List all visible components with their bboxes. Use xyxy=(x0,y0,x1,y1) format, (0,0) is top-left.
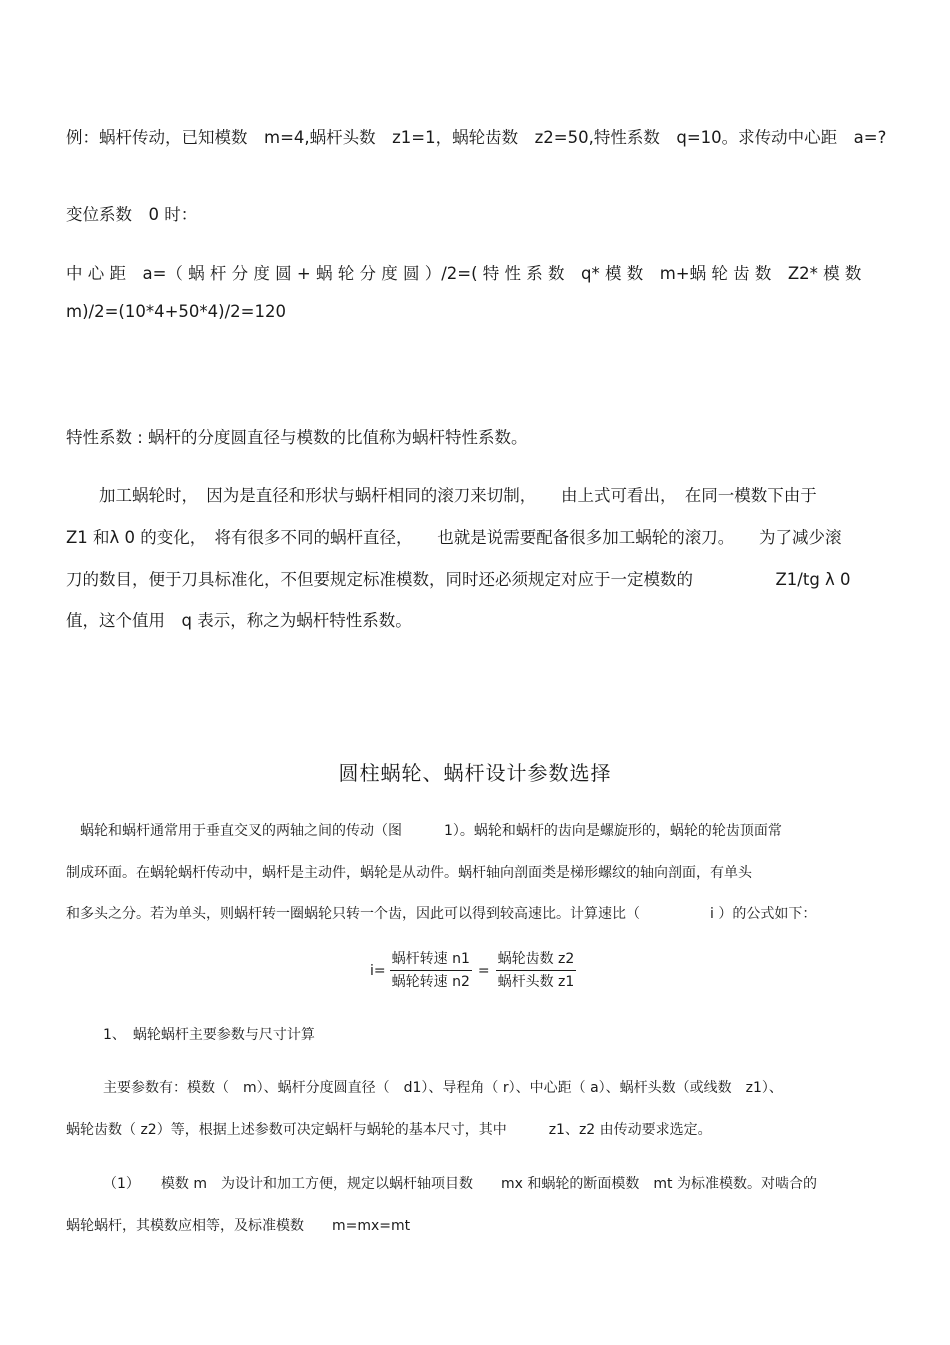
example-result-line: m)/2=(10*4+50*4)/2=120 xyxy=(66,302,286,321)
intro-paragraph-line: 和多头之分。若为单头，则蜗杆转一圈蜗轮只转一个齿，因此可以得到较高速比。计算速比（ i ）的公式如下： xyxy=(66,906,817,922)
speed-ratio-formula xyxy=(370,950,580,991)
intro-paragraph-line: 蜗轮和蜗杆通常用于垂直交叉的两轴之间的传动（图 1）。蜗轮和蜗杆的齿向是螺旋形的，蜗轮的轮齿顶面常 xyxy=(66,823,782,839)
definition-line: 特性系数 : 蜗杆的分度圆直径与模数的比值称为蜗杆特性系数。 xyxy=(66,428,528,447)
module-paragraph-line: 蜗轮蜗杆，其模数应相等，及标准模数 m=mx=mt xyxy=(66,1218,411,1234)
parameters-paragraph-line: 蜗轮齿数（ z2）等，根据上述参数可决定蜗杆与蜗轮的基本尺寸，其中 z1、z2 由传动要求选定。 xyxy=(66,1122,712,1138)
module-paragraph-line: （1） 模数 m 为设计和加工方便，规定以蜗杆轴项目数 mx 和蜗轮的断面模数 mt 为标准模数。对啮合的 xyxy=(103,1176,817,1192)
fraction-numerator: 蜗轮齿数 z2 xyxy=(496,950,577,971)
intro-paragraph-line: 制成环面。在蜗轮蜗杆传动中，蜗杆是主动件，蜗轮是从动件。蜗杆轴向剖面类是梯形螺纹的轴向剖面，有单头 xyxy=(66,865,752,881)
formula-lhs: i= xyxy=(370,962,386,979)
parameters-paragraph-line: 主要参数有：模数（ m）、蜗杆分度圆直径（ d1）、导程角（ r）、中心距（ a）、蜗杆头数（或线数 z1）、 xyxy=(103,1080,783,1096)
fraction-denominator: 蜗轮转速 n2 xyxy=(391,974,470,990)
explanation-line: 刀的数目，便于刀具标准化，不但要规定标准模数，同时还必须规定对应于一定模数的 Z1/tg λ 0 xyxy=(66,570,851,589)
section-title: 圆柱蜗轮、蜗杆设计参数选择 xyxy=(338,761,612,785)
explanation-line: 加工蜗轮时， 因为是直径和形状与蜗杆相同的滚刀来切制， 由上式可看出， 在同一模数下由于 xyxy=(66,486,817,505)
example-problem-line: 例：蜗杆传动，已知模数 m=4,蜗杆头数 z1=1，蜗轮齿数 z2=50,特性系数 q=10。求传动中心距 a=? xyxy=(66,128,887,147)
formula-equals: = xyxy=(477,962,490,979)
subsection-heading: 1、 蜗轮蜗杆主要参数与尺寸计算 xyxy=(103,1027,315,1043)
explanation-line: Z1 和λ 0 的变化， 将有很多不同的蜗杆直径， 也就是说需要配备很多加工蜗轮的滚刀。 为了减少滚 xyxy=(66,528,842,547)
fraction-denominator: 蜗杆头数 z1 xyxy=(497,974,575,990)
formula-fraction-teeth xyxy=(496,950,577,991)
fraction-numerator: 蜗杆转速 n1 xyxy=(390,950,472,971)
formula-fraction-speed xyxy=(390,950,472,991)
example-offset-line: 变位系数 0 时： xyxy=(66,205,198,224)
explanation-line: 值，这个值用 q 表示，称之为蜗杆特性系数。 xyxy=(66,611,412,630)
example-formula-line: 中 心 距 a=（ 蜗 杆 分 度 圆 + 蜗 轮 分 度 圆 ）/2=( 特 性 系 数 q* 模 数 m+蜗 轮 齿 数 Z2* 模 数 xyxy=(66,264,862,283)
